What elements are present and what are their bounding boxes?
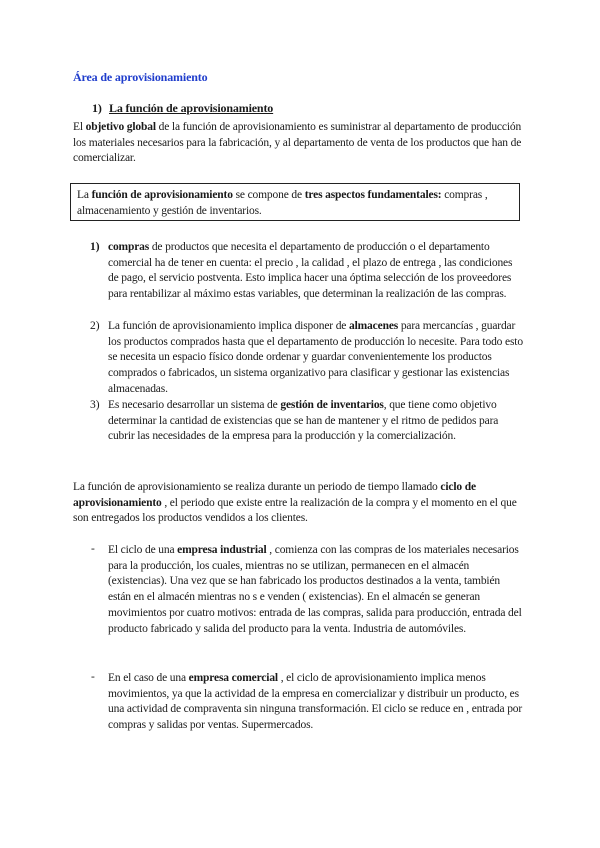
- list-item-compras: compras de productos que necesita el departamento de producción o el departamento comercial ha de tener en cuenta: el precio , la calidad , el plazo de entrega , las condiciones de pago, el servicio postventa. Esto implica hacer una óptima selección de los proveedores para rentabilizar al máximo estas variables, que determinan la realización de las compras.: [108, 241, 513, 301]
- bullet-dash: -: [91, 671, 95, 683]
- bold-term: objetivo global: [85, 121, 156, 133]
- bold-term: compras: [108, 241, 150, 253]
- bold-term: función de aprovisionamiento: [91, 189, 233, 201]
- list-item-almacenes: La función de aprovisionamiento implica disponer de almacenes para mercancías , guardar los productos comprados hasta que el departamento de producción lo necesite. Para todo esto se necesita un espacio físico donde ordenar y guardar convenientemente los productos comprados o fabricados, un sistema organizativo para clasificar y gestionar las existencias almacenadas.: [108, 320, 523, 395]
- cycle-paragraph: La función de aprovisionamiento se realiza durante un periodo de tiempo llamado ciclo de aprovisionamiento , el periodo que existe entre la realización de la compra y el momento en el que son entregados los productos vendidos a los clientes.: [73, 481, 517, 525]
- list-item-inventarios: Es necesario desarrollar un sistema de gestión de inventarios, que tiene como objetivo determinar la cantidad de existencias que se han de mantener y el ritmo de pedidos para cubrir las necesidades de la empresa para la producción y la comercialización.: [108, 399, 499, 443]
- page-heading: Área de aprovisionamiento: [73, 70, 208, 84]
- bold-term: empresa industrial: [177, 544, 267, 556]
- bold-term: gestión de inventarios: [280, 399, 384, 411]
- section-title: La función de aprovisionamiento: [109, 101, 274, 115]
- list-number: 3): [90, 399, 100, 411]
- list-number: 1): [90, 241, 100, 253]
- intro-paragraph: El objetivo global de la función de aprovisionamiento es suministrar al departamento de producción los materiales necesarios para la fabricación, y al departamento de venta de los productos que han de comercializar.: [73, 121, 522, 165]
- bold-term: almacenes: [348, 320, 399, 332]
- bold-term: tres aspectos fundamentales:: [304, 189, 442, 201]
- bullet-item-comercial: En el caso de una empresa comercial , el ciclo de aprovisionamiento implica menos movimientos, ya que la actividad de la empresa en comercializar y distribuir un producto, es una actividad de compraventa sin ninguna transformación. El ciclo se reduce en , entrada por compras y salidas por ventas. Supermercados.: [108, 672, 523, 732]
- bullet-dash: -: [91, 543, 95, 555]
- bullet-item-industrial: El ciclo de una empresa industrial , comienza con las compras de los materiales necesarios para la producción, los cuales, mientras no se utilizan, permanecen en el almacén (existencias). Una vez que se han fabricado los productos destinados a la venta, también están en el almacén mientras no s e venden ( existencias). En el almacén se generan movimientos por cuatro motivos: entrada de las compras, salida para producción, entrada del producto fabricado y salida del producto para la venta. Industria de automóviles.: [108, 544, 522, 635]
- section-number: 1): [92, 101, 102, 115]
- summary-box: La función de aprovisionamiento se compone de tres aspectos fundamentales: compras , almacenamiento y gestión de inventarios.: [70, 183, 520, 221]
- list-number: 2): [90, 320, 100, 332]
- bold-term: empresa comercial: [188, 672, 278, 684]
- bold-term: ciclo de aprovisionamiento: [73, 481, 476, 509]
